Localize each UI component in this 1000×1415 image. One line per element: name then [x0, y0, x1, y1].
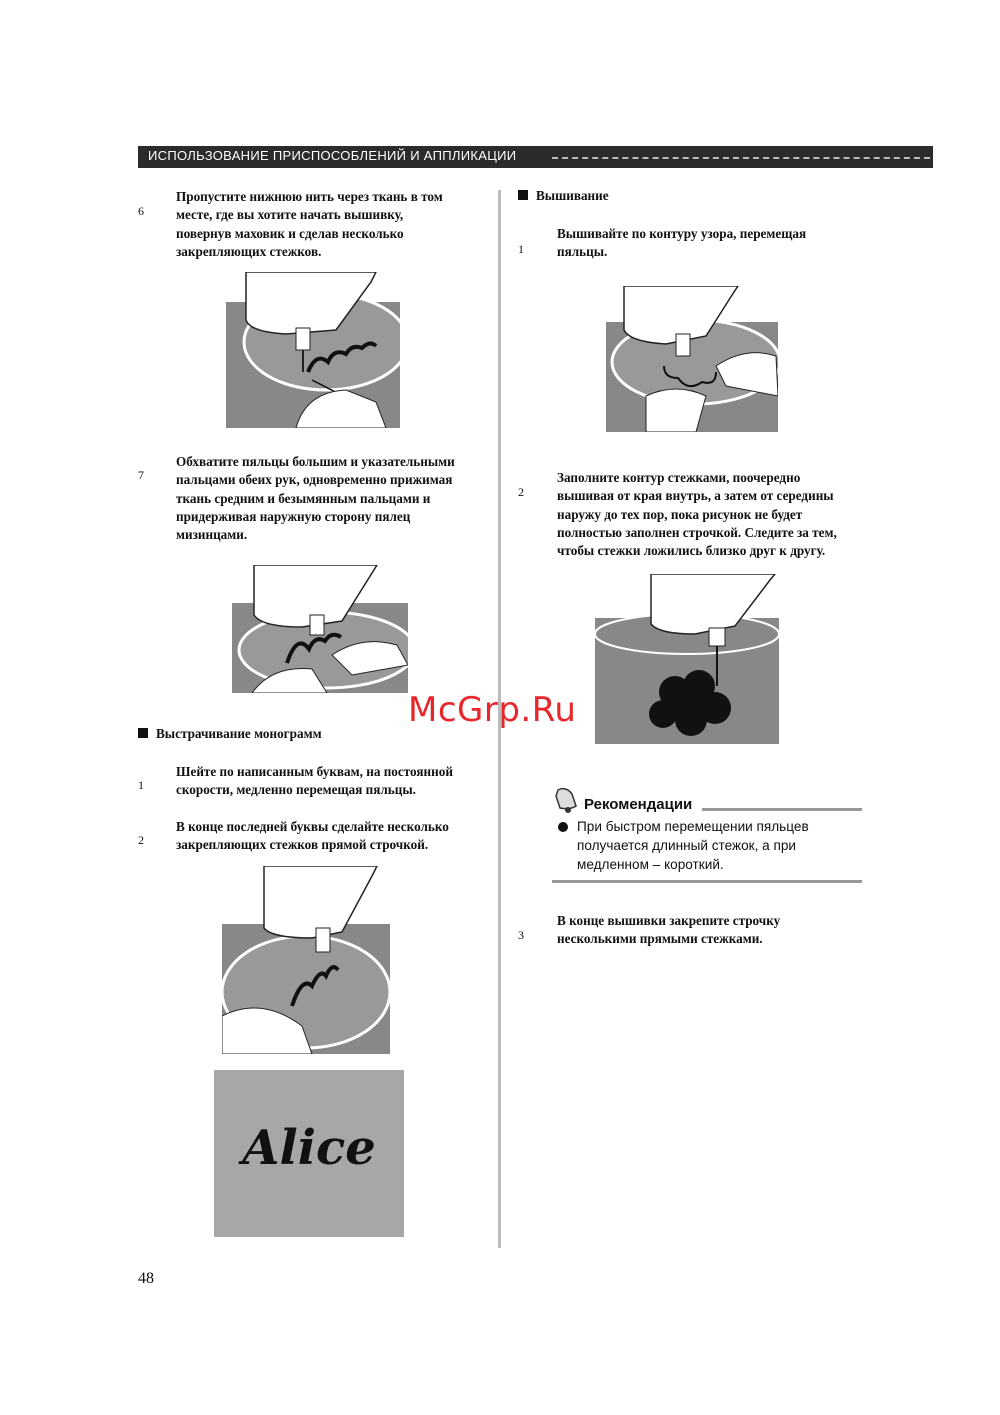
step-7-illustration [232, 565, 408, 693]
embroidery-step-1-number: 1 [518, 242, 524, 256]
square-bullet-icon [138, 728, 148, 738]
embroidery-step-1-line: пяльцы. [557, 244, 608, 260]
step-7-line: пальцами обеих рук, одновременно прижимая [176, 472, 453, 488]
monogram-step-2-line: закрепляющих стежков прямой строчкой. [176, 837, 429, 853]
step-6-line: Пропустите нижнюю нить через ткань в том [176, 189, 443, 204]
monogram-step-2-number: 2 [138, 833, 144, 847]
monogram-step-1-number: 1 [138, 778, 144, 792]
header-dashed-line [552, 157, 930, 159]
embroidery-title-text: Вышивание [536, 188, 609, 203]
monogram-step-2-text [176, 818, 449, 855]
step-7-number: 7 [138, 468, 144, 482]
monogram-step-2-line: В конце последней буквы сделайте несколько [176, 819, 449, 834]
embroidery-step-2-line: наружу до тех пор, пока рисунок не будет [557, 506, 803, 522]
step-7-line: придерживая наружную сторону пялец [176, 508, 411, 524]
section-header-title: ИСПОЛЬЗОВАНИЕ ПРИСПОСОБЛЕНИЙ И АППЛИКАЦИИ [148, 148, 517, 163]
embroidery-step-1-text [557, 225, 806, 262]
embroidery-step-1-line: Вышивайте по контуру узора, перемещая [557, 226, 807, 241]
bullet-icon [558, 822, 568, 832]
embroidery-step-2-line: вышивая от края внутрь, а затем от середины [557, 488, 834, 504]
monogram-sample-panel [214, 1070, 404, 1237]
embroidery-step-2-line: полностью заполнен строчкой. Следите за тем, [557, 524, 837, 540]
embroidery-step-2-line: чтобы стежки ложились близко друг к другу. [557, 543, 826, 559]
monogram-section-title [138, 726, 322, 742]
monogram-sewing-illustration [222, 866, 390, 1054]
step-6-number: 6 [138, 204, 144, 218]
step-6-illustration [226, 272, 400, 428]
monogram-step-1-line: Шейте по написанным буквам, на постоянной [176, 764, 453, 779]
step-6-text [176, 188, 443, 261]
recommendations-bottom-rule [552, 880, 862, 883]
step-6-line: месте, где вы хотите начать вышивку, [176, 207, 404, 223]
recommendations-top-rule [702, 808, 862, 811]
step-6-line: закрепляющих стежков. [176, 243, 322, 259]
embroidery-step-2-line: Заполните контур стежками, поочередно [557, 470, 801, 485]
bell-icon [552, 786, 580, 814]
embroidery-step-2-text [557, 469, 837, 560]
watermark: McGrp.Ru [408, 690, 577, 730]
page-number: 48 [138, 1270, 154, 1287]
monogram-title-text: Выстрачивание монограмм [156, 726, 322, 741]
recommendations-line: медленном – короткий. [577, 857, 724, 872]
step-6-line: повернув маховик и сделав несколько [176, 225, 404, 241]
embroidery-step-3-line: В конце вышивки закрепите строчку [557, 913, 781, 928]
embroidery-step-2-number: 2 [518, 485, 524, 499]
step-7-line: Обхватите пяльцы большим и указательными [176, 454, 455, 469]
monogram-sample-word: Alice [242, 1120, 376, 1176]
recommendations-text [577, 817, 809, 874]
embroidery-step-3-text [557, 912, 780, 949]
step-7-text [176, 453, 455, 544]
recommendations-line: получается длинный стежок, а при [577, 838, 797, 853]
monogram-step-1-line: скорости, медленно перемещая пяльцы. [176, 782, 416, 798]
recommendations-title: Рекомендации [584, 796, 693, 813]
monogram-step-1-text [176, 763, 453, 800]
step-7-line: мизинцами. [176, 527, 248, 543]
embroidery-step-3-line: несколькими прямыми стежками. [557, 931, 763, 947]
recommendations-line: При быстром перемещении пяльцев [577, 819, 809, 834]
square-bullet-icon [518, 190, 528, 200]
embroidery-step-3-number: 3 [518, 928, 524, 942]
embroidery-section-title [518, 188, 609, 204]
embroidery-step-1-illustration [606, 286, 778, 432]
embroidery-step-2-illustration [595, 574, 779, 744]
step-7-line: ткань средним и безымянным пальцами и [176, 490, 431, 506]
